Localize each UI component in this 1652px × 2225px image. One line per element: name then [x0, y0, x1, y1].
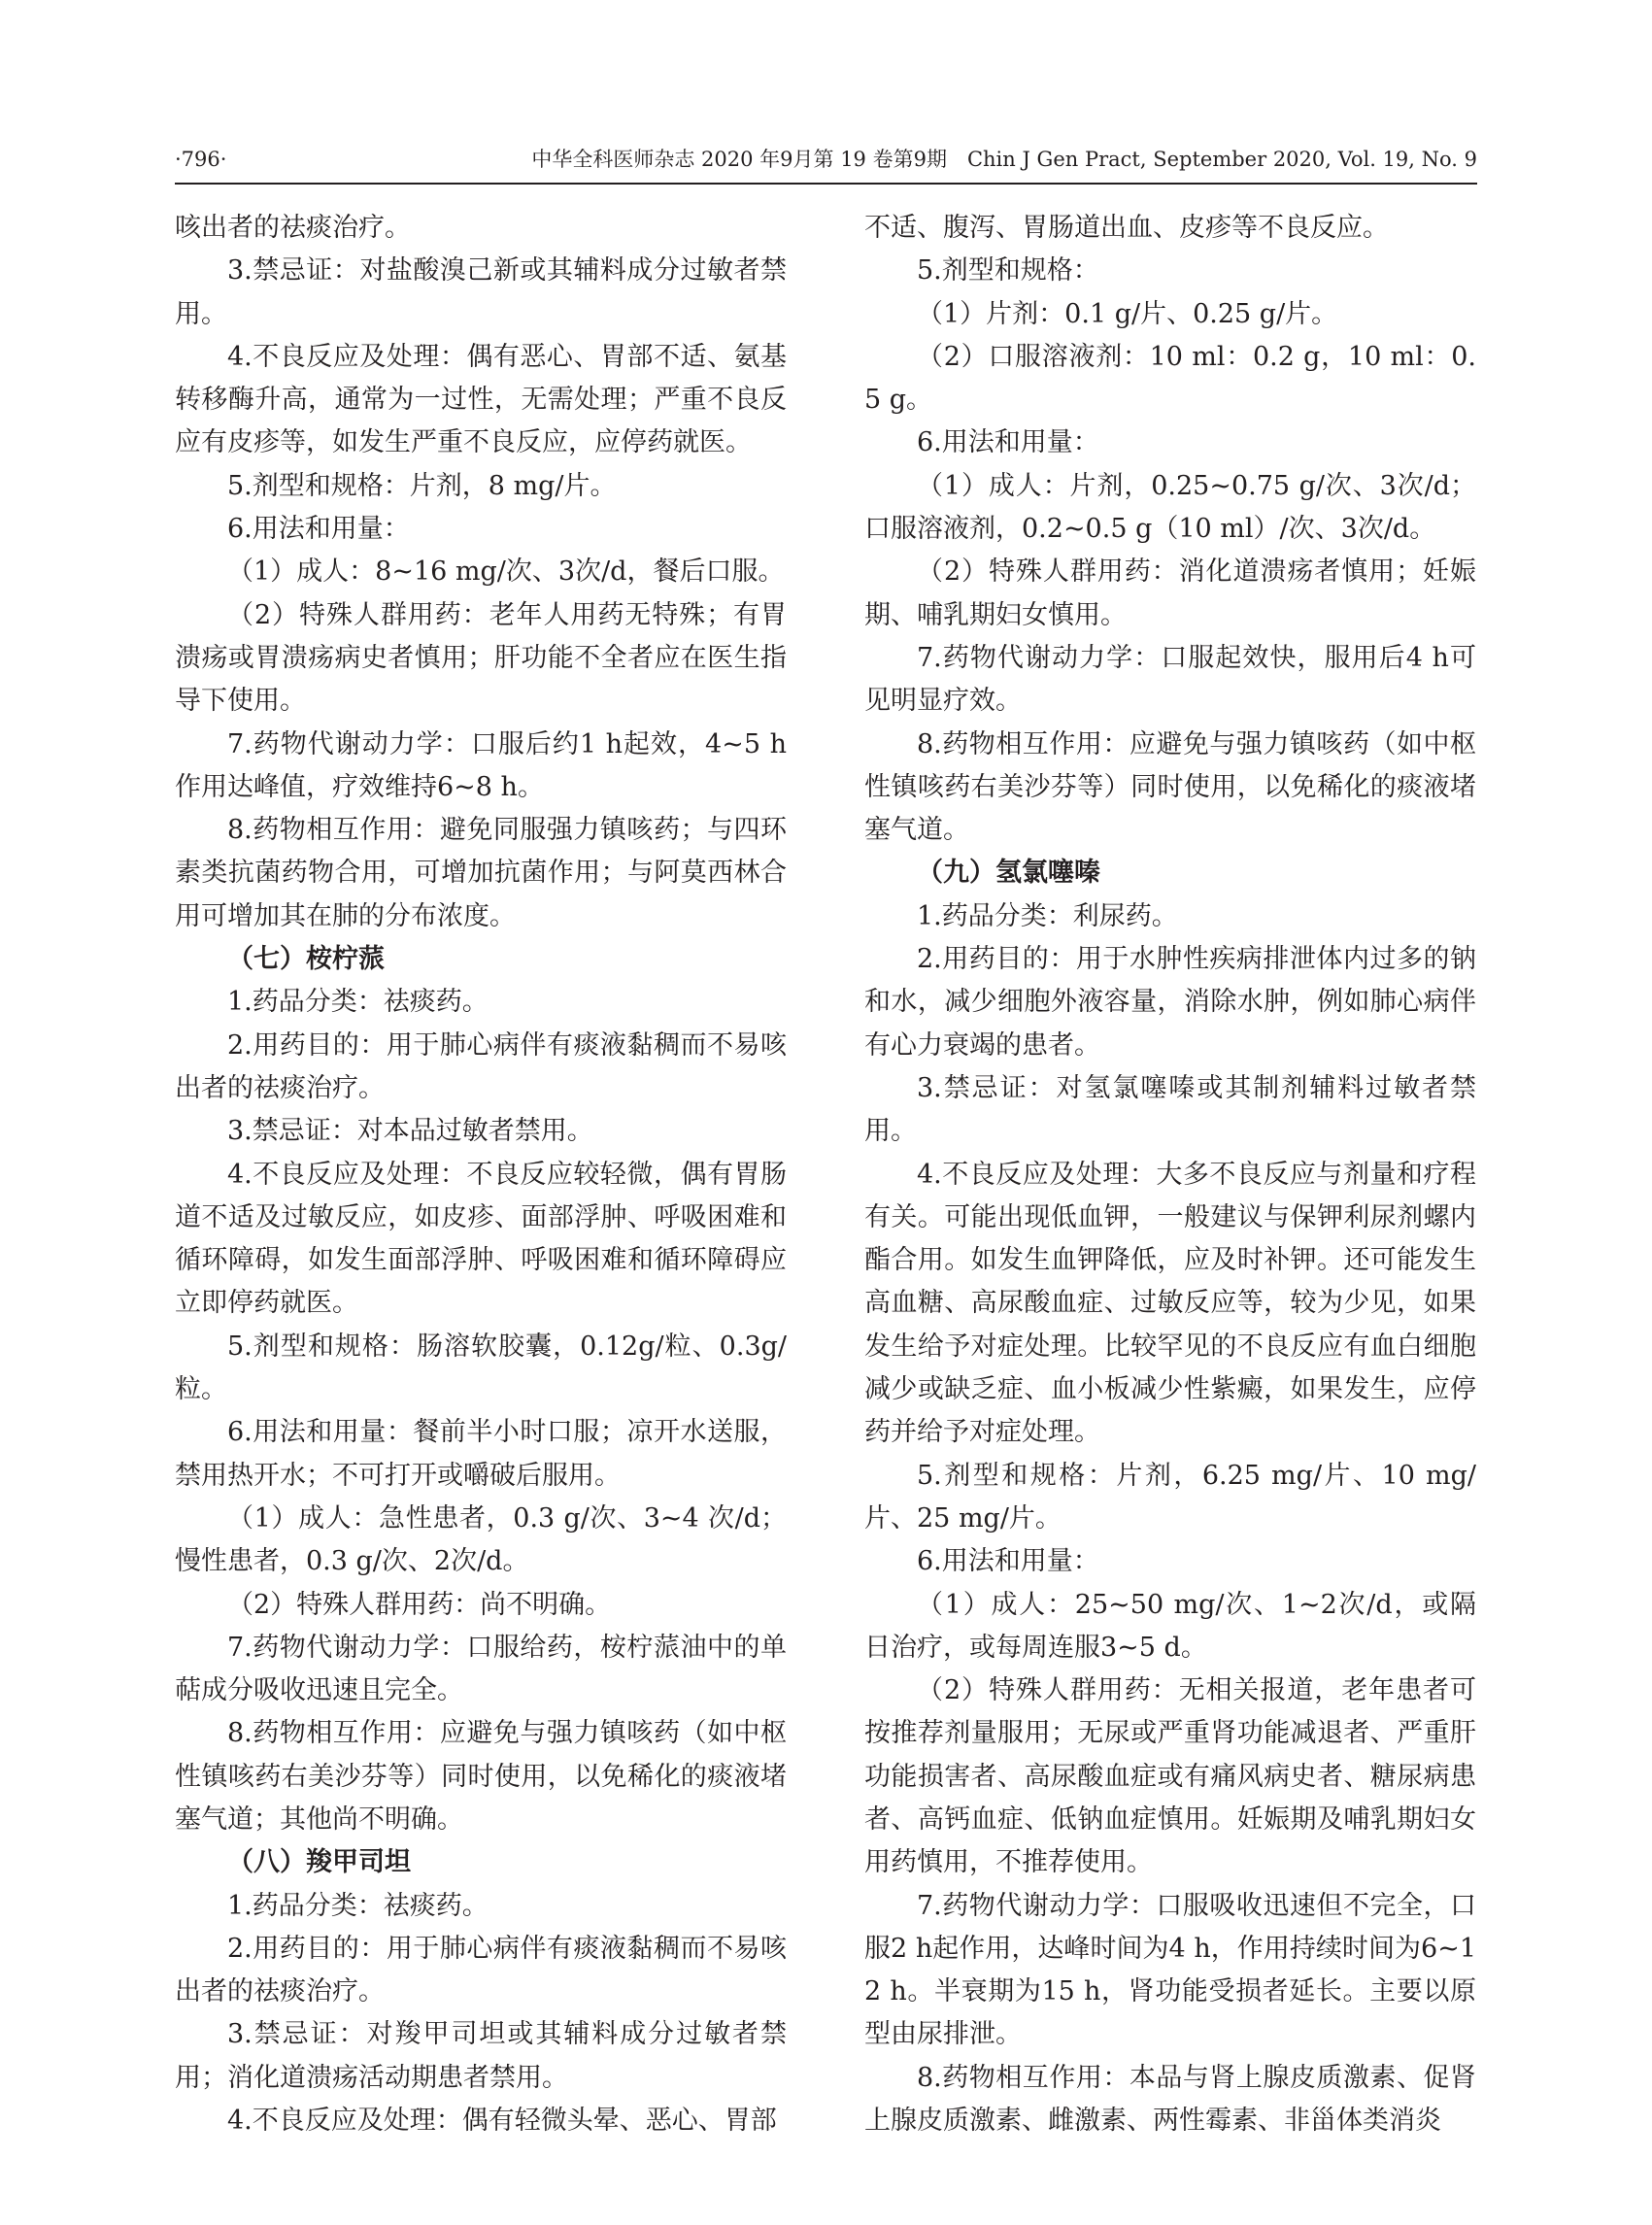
body-paragraph: 7.药物代谢动力学：口服起效快，服用后4 h可见明显疗效。 — [864, 642, 1476, 717]
body-paragraph: 5.剂型和规格：片剂，6.25 mg/片、10 mg/片、25 mg/片。 — [864, 1460, 1476, 1534]
body-paragraph: 7.药物代谢动力学：口服后约1 h起效，4~5 h作用达峰值，疗效维持6~8 h。 — [175, 728, 787, 802]
body-paragraph: 咳出者的祛痰治疗。 — [175, 213, 411, 243]
body-paragraph: （2）口服溶液剂：10 ml：0.2 g，10 ml：0.5 g。 — [864, 341, 1476, 416]
body-paragraph: （2）特殊人群用药：老年人用药无特殊；有胃溃疡或胃溃疡病史者慎用；肝功能不全者应在医生指导下使用。 — [175, 599, 787, 717]
body-paragraph: 3.禁忌证：对盐酸溴己新或其辅料成分过敏者禁用。 — [175, 255, 787, 329]
body-paragraph: （1）成人：片剂，0.25~0.75 g/次、3次/d；口服溶液剂，0.2~0.5 g（10 ml）/次、3次/d。 — [864, 470, 1476, 545]
body-paragraph: 7.药物代谢动力学：口服给药，桉柠蒎油中的单萜成分吸收迅速且完全。 — [175, 1632, 787, 1706]
section-heading: （八）羧甲司坦 — [227, 1847, 411, 1878]
body-paragraph: 4.不良反应及处理：不良反应较轻微，偶有胃肠道不适及过敏反应，如皮疹、面部浮肿、呼吸困难和循环障碍，如发生面部浮肿、呼吸困难和循环障碍应立即停药就医。 — [175, 1159, 787, 1319]
body-paragraph: （1）成人：25~50 mg/次、1~2次/d，或隔日治疗，或每周连服3~5 d。 — [864, 1589, 1476, 1663]
body-paragraph: 1.药品分类：祛痰药。 — [227, 987, 489, 1018]
body-paragraph: 1.药品分类：利尿药。 — [917, 900, 1178, 931]
body-paragraph: 8.药物相互作用：应避免与强力镇咳药（如中枢性镇咳药右美沙芬等）同时使用，以免稀化的痰液堵塞气道。 — [864, 728, 1476, 846]
body-paragraph: 6.用法和用量：餐前半小时口服；凉开水送服，禁用热开水；不可打开或嚼破后服用。 — [175, 1417, 787, 1491]
body-paragraph: 4.不良反应及处理：偶有恶心、胃部不适、氨基转移酶升高，通常为一过性，无需处理；严重不良反应有皮疹等，如发生严重不良反应，应停药就医。 — [175, 341, 787, 458]
right-column — [864, 207, 1476, 2142]
body-paragraph: 6.用法和用量： — [917, 1546, 1099, 1577]
body-paragraph: 8.药物相互作用：避免同服强力镇咳药；与四环素类抗菌药物合用，可增加抗菌作用；与阿莫西林合用可增加其在肺的分布浓度。 — [175, 815, 787, 931]
body-paragraph: 4.不良反应及处理：大多不良反应与剂量和疗程有关。可能出现低血钾，一般建议与保钾利尿剂螺内酯合用。如发生血钾降低，应及时补钾。还可能发生高血糖、高尿酸血症、过敏反应等，较为少见，如果发生给予对症处理。比较罕见的不良反应有血白细胞减少或缺乏症、血小板减少性紫癜，如果发生，应停药并给予对症处理。 — [864, 1159, 1476, 1448]
running-header — [175, 136, 1477, 185]
body-paragraph: （1）成人：急性患者，0.3 g/次、3~4 次/d；慢性患者，0.3 g/次、2次/d。 — [175, 1502, 787, 1577]
body-paragraph: 2.用药目的：用于肺心病伴有痰液黏稠而不易咳出者的祛痰治疗。 — [175, 1029, 787, 1103]
body-paragraph: 6.用法和用量： — [227, 514, 410, 545]
body-paragraph: 8.药物相互作用：应避免与强力镇咳药（如中枢性镇咳药右美沙芬等）同时使用，以免稀化的痰液堵塞气道；其他尚不明确。 — [175, 1718, 787, 1835]
journal-citation: 中华全科医师杂志 2020 年9月第 19 卷第9期 Chin J Gen Pract, September 2020, Vol. 19, No. 9 — [531, 148, 1477, 171]
section-heading: （七）桉柠蒎 — [227, 944, 385, 975]
body-paragraph: 3.禁忌证：对本品过敏者禁用。 — [227, 1116, 593, 1147]
body-paragraph: （2）特殊人群用药：消化道溃疡者慎用；妊娠期、哺乳期妇女慎用。 — [864, 556, 1476, 630]
body-paragraph: 8.药物相互作用：本品与肾上腺皮质激素、促肾上腺皮质激素、雌激素、两性霉素、非甾体类消炎 — [864, 2062, 1476, 2137]
body-paragraph: 6.用法和用量： — [917, 427, 1099, 458]
body-paragraph: （1）片剂：0.1 g/片、0.25 g/片。 — [917, 298, 1338, 329]
left-column — [175, 207, 787, 2142]
body-paragraph: 5.剂型和规格：片剂，8 mg/片。 — [227, 470, 617, 501]
body-paragraph: 不适、腹泻、胃肠道出血、皮疹等不良反应。 — [864, 213, 1389, 243]
section-heading: （九）氢氯噻嗪 — [917, 858, 1100, 889]
body-paragraph: 4.不良反应及处理：偶有轻微头晕、恶心、胃部 — [227, 2106, 777, 2137]
body-paragraph: 3.禁忌证：对羧甲司坦或其辅料成分过敏者禁用；消化道溃疡活动期患者禁用。 — [175, 2019, 787, 2093]
body-paragraph: 3.禁忌证：对氢氯噻嗪或其制剂辅料过敏者禁用。 — [864, 1072, 1476, 1147]
body-paragraph: 2.用药目的：用于水肿性疾病排泄体内过多的钠和水，减少细胞外液容量，消除水肿，例如肺心病伴有心力衰竭的患者。 — [864, 944, 1476, 1061]
body-paragraph: （2）特殊人群用药：无相关报道，老年患者可按推荐剂量服用；无尿或严重肾功能减退者、严重肝功能损害者、高尿酸血症或有痛风病史者、糖尿病患者、高钙血症、低钠血症慎用。妊娠期及哺乳期妇女用药慎用，不推荐使用。 — [864, 1675, 1476, 1878]
body-paragraph: 5.剂型和规格： — [917, 255, 1099, 287]
body-paragraph: 5.剂型和规格：肠溶软胶囊，0.12g/粒、0.3g/粒。 — [175, 1331, 787, 1405]
body-paragraph: （2）特殊人群用药：尚不明确。 — [227, 1589, 612, 1620]
body-paragraph: （1）成人：8~16 mg/次、3次/d，餐后口服。 — [227, 556, 785, 588]
page-number: ·796· — [175, 148, 227, 171]
body-paragraph: 1.药品分类：祛痰药。 — [227, 1890, 489, 1921]
body-paragraph: 7.药物代谢动力学：口服吸收迅速但不完全，口服2 h起作用，达峰时间为4 h，作用持续时间为6~12 h。半衰期为15 h，肾功能受损者延长。主要以原型由尿排泄。 — [864, 1890, 1476, 2050]
body-paragraph: 2.用药目的：用于肺心病伴有痰液黏稠而不易咳出者的祛痰治疗。 — [175, 1933, 787, 2007]
